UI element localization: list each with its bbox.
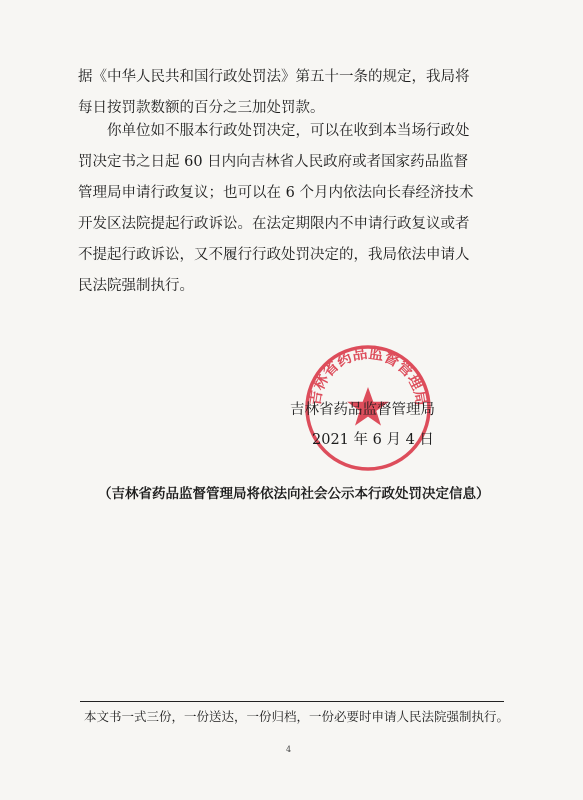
text-line: 你单位如不服本行政处罚决定，可以在收到本当场行政处 (107, 123, 470, 139)
text-line: 不提起行政诉讼，又不履行行政处罚决定的，我局依法申请人 (78, 247, 470, 263)
text-line: 管理局申请行政复议；也可以在 6 个月内依法向长春经济技术 (78, 185, 474, 201)
text-line: 罚决定书之日起 60 日内向吉林省人民政府或者国家药品监督 (78, 154, 469, 170)
public-notice: （吉林省药品监督管理局将依法向社会公示本行政处罚决定信息） (98, 486, 490, 502)
page-number: 4 (286, 745, 292, 754)
paragraph-penalty-surcharge (78, 62, 508, 124)
issue-date: 2021 年 6 月 4 日 (312, 432, 434, 448)
text-line: 据《中华人民共和国行政处罚法》第五十一条的规定，我局将 (78, 69, 470, 85)
paragraph-appeal-rights (78, 116, 508, 302)
distribution-note: 本文书一式三份，一份送达，一份归档，一份必要时申请人民法院强制执行。 (84, 709, 510, 724)
text-line: 民法院强制执行。 (78, 278, 194, 294)
text-line: 每日按罚款数额的百分之三加处罚款。 (78, 100, 325, 116)
footer-divider (80, 701, 504, 702)
issuer-name: 吉林省药品监督管理局 (290, 402, 435, 418)
seal-text: 吉林省药品监督管理局 (305, 343, 431, 407)
text-line: 开发区法院提起行政诉讼。在法定期限内不申请行政复议或者 (78, 216, 470, 232)
